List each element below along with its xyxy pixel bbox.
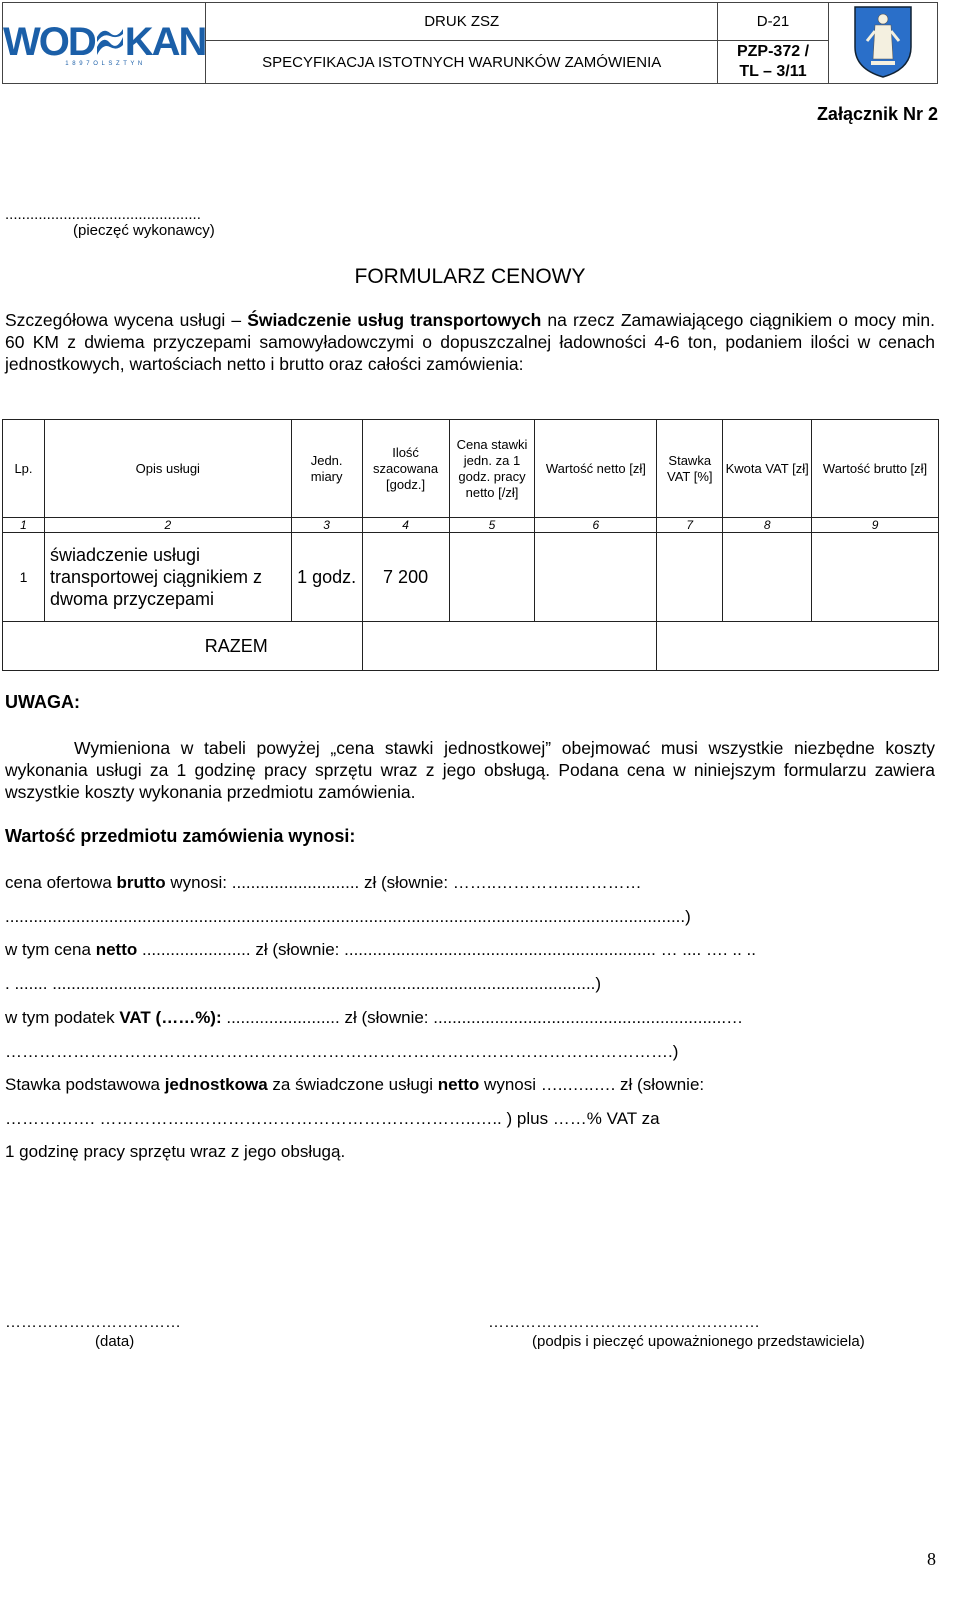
uwaga-title: UWAGA:: [5, 692, 80, 712]
annex-label: Załącznik Nr 2: [816, 104, 938, 124]
table-header-row: [3, 420, 939, 518]
total-net-cell[interactable]: [362, 622, 657, 671]
row-gross-value-cell[interactable]: [812, 533, 939, 622]
net-price-line[interactable]: w tym cena netto ....................... zł (słownie: .................................................................. … .... …. .. ..: [5, 940, 756, 959]
total-row: [3, 622, 939, 671]
form-title: FORMULARZ CENOWY: [354, 265, 586, 288]
row-net-value-cell[interactable]: [535, 533, 657, 622]
column-number: 5: [449, 518, 535, 533]
column-number: 4: [362, 518, 449, 533]
date-label: (data): [95, 1333, 135, 1350]
column-number: 3: [291, 518, 362, 533]
header-cell: Wartość brutto [zł]: [812, 420, 939, 518]
header-cell: Stawka VAT [%]: [657, 420, 723, 518]
vat-line[interactable]: w tym podatek VAT (……%): ........................ zł (słownie: ..............................................................…: [5, 1008, 744, 1027]
price-table: [2, 419, 939, 671]
table-row: [3, 533, 939, 622]
crest-logo: [829, 3, 938, 84]
row-vat-amount-cell[interactable]: [723, 533, 812, 622]
olsztyn-crest-icon: [851, 3, 915, 79]
document-title: SPECYFIKACJA ISTOTNYCH WARUNKÓW ZAMÓWIENIA: [206, 41, 718, 84]
row-vat-rate-cell[interactable]: [657, 533, 723, 622]
signature-field[interactable]: ……………………………………………: [488, 1314, 760, 1331]
page-number: 8: [927, 1549, 936, 1569]
header-cell: Ilość szacowana [godz.]: [362, 420, 449, 518]
total-gross-cell[interactable]: [657, 622, 939, 671]
document-header: [2, 2, 938, 84]
form-name: DRUK ZSZ: [206, 3, 718, 41]
contractor-stamp-label: (pieczęć wykonawcy): [73, 222, 215, 239]
row-quantity: 7 200: [362, 533, 449, 622]
total-label: RAZEM: [3, 622, 363, 671]
row-lp: 1: [3, 533, 45, 622]
header-cell: Lp.: [3, 420, 45, 518]
contractor-stamp-dots: ...............................................: [5, 206, 201, 223]
column-number: 9: [812, 518, 939, 533]
intro-paragraph: Szczegółowa wycena usługi – Świadczenie usług transportowych na rzecz Zamawiającego ciągnikiem o mocy min. 60 KM z dwiema przyczepami samowyładowczymi o dopuszczalnej ładowności 4-6 ton, podaniem ilości w cenach jednostkowych, wartościach netto i brutto oraz całości zamówienia:: [5, 310, 935, 374]
column-number: 6: [535, 518, 657, 533]
signature-label: (podpis i pieczęć upoważnionego przedstawiciela): [532, 1333, 865, 1350]
column-number: 2: [44, 518, 291, 533]
header-cell: Opis usługi: [44, 420, 291, 518]
header-cell: Cena stawki jedn. za 1 godz. pracy netto [/zł]: [449, 420, 535, 518]
unit-rate-words-line[interactable]: ……………. ……………..…………………………………………..….. ) plus ……% VAT za: [5, 1109, 660, 1128]
header-cell: Jedn. miary: [291, 420, 362, 518]
form-code: D-21: [718, 3, 829, 41]
wave-icon: [95, 25, 125, 59]
row-description: świadczenie usługi transportowej ciągnikiem z dwoma przyczepami: [44, 533, 291, 622]
header-cell: Kwota VAT [zł]: [723, 420, 812, 518]
uwaga-text: Wymieniona w tabeli powyżej „cena stawki jednostkowej” obejmować musi wszystkie niezbędne koszty wykonania usługi za 1 godzinę pracy sprzętu wraz z jego obsługą. Podana cena w niniejszym formularzu zawiera wszystkie koszty wykonania przedmiotu zamówienia.: [5, 738, 935, 802]
company-logo: WOD KAN 1 8 9 7 O L S Z T Y N: [3, 3, 206, 84]
header-cell: Wartość netto [zł]: [535, 420, 657, 518]
column-number: 7: [657, 518, 723, 533]
reference-number: PZP-372 / TL – 3/11: [718, 41, 829, 84]
row-unit-price-cell[interactable]: [449, 533, 535, 622]
gross-price-line[interactable]: cena ofertowa brutto wynosi: ........................... zł (słownie: ……..…………..…………: [5, 873, 642, 892]
column-number-row: [3, 518, 939, 533]
unit-rate-line[interactable]: Stawka podstawowa jednostkowa za świadczone usługi netto wynosi …..…..…. zł (słownie:: [5, 1075, 705, 1094]
date-field[interactable]: ……………………………: [5, 1314, 181, 1331]
vat-words-line[interactable]: ……………………………………………………………………………………………………….): [5, 1042, 679, 1061]
value-heading: Wartość przedmiotu zamówienia wynosi:: [5, 826, 356, 846]
net-words-line[interactable]: . ....... ...................................................................................................................): [5, 974, 602, 993]
unit-rate-tail-line: 1 godzinę pracy sprzętu wraz z jego obsługą.: [5, 1142, 346, 1161]
column-number: 1: [3, 518, 45, 533]
row-unit: 1 godz.: [291, 533, 362, 622]
gross-words-line[interactable]: ................................................................................................................................................): [5, 907, 691, 926]
column-number: 8: [723, 518, 812, 533]
